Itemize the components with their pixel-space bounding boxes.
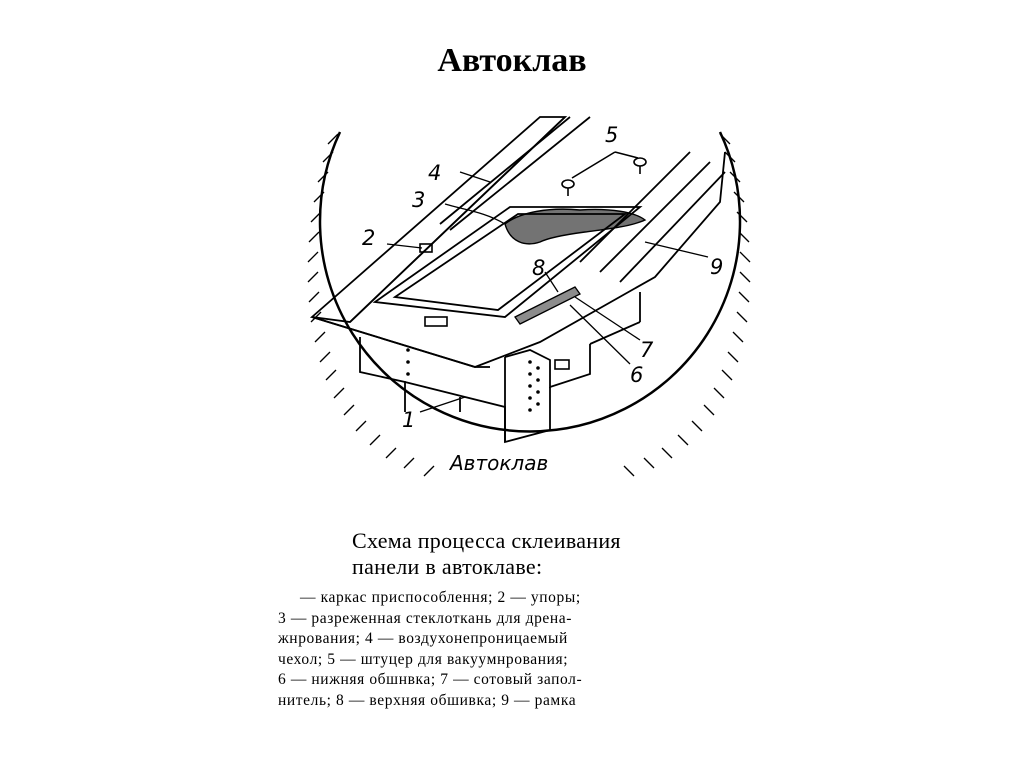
legend-line: 3 — разреженная стеклоткань для дрена- — [278, 609, 573, 627]
legend-line: — каркас приспособлення; 2 — упоры; — [300, 589, 581, 606]
legend-line: нитель; 8 — верхняя обшивка; 9 — рамка — [278, 691, 577, 709]
autoclave-diagram — [300, 112, 760, 512]
wall-hatching — [308, 134, 750, 476]
caption-legend — [278, 588, 748, 712]
autoclave-inner-label: Автоклав — [450, 451, 549, 475]
label-2: 2 — [362, 226, 376, 250]
label-7: 7 — [640, 338, 654, 362]
perforation-dots — [406, 348, 540, 412]
label-5: 5 — [605, 123, 619, 147]
label-9: 9 — [710, 255, 724, 279]
legend-line: чехол; 5 — штуцер для вакуумнрования; — [278, 650, 569, 668]
slide-title: Автоклав — [437, 42, 587, 79]
label-1: 1 — [402, 408, 416, 432]
legend-line: 6 — нижняя обшнвка; 7 — сотовый запол- — [278, 671, 583, 689]
drainage-fabric-mesh — [505, 209, 645, 244]
label-3: 3 — [412, 188, 426, 212]
stop-block — [555, 360, 569, 369]
caption-heading-line-2: панели в автоклаве: — [352, 554, 543, 579]
figure-caption — [278, 528, 748, 712]
label-8: 8 — [532, 256, 546, 280]
caption-heading-line-1: Схема процесса склеивания — [352, 528, 621, 553]
label-4: 4 — [428, 161, 442, 185]
vacuum-fitting — [562, 152, 646, 196]
label-6: 6 — [630, 363, 644, 387]
stop-block — [425, 317, 447, 326]
autoclave-scheme-drawing — [300, 112, 760, 512]
legend-line: жнрования; 4 — воздухонепроницаемый — [278, 630, 568, 648]
caption-heading — [278, 528, 748, 580]
